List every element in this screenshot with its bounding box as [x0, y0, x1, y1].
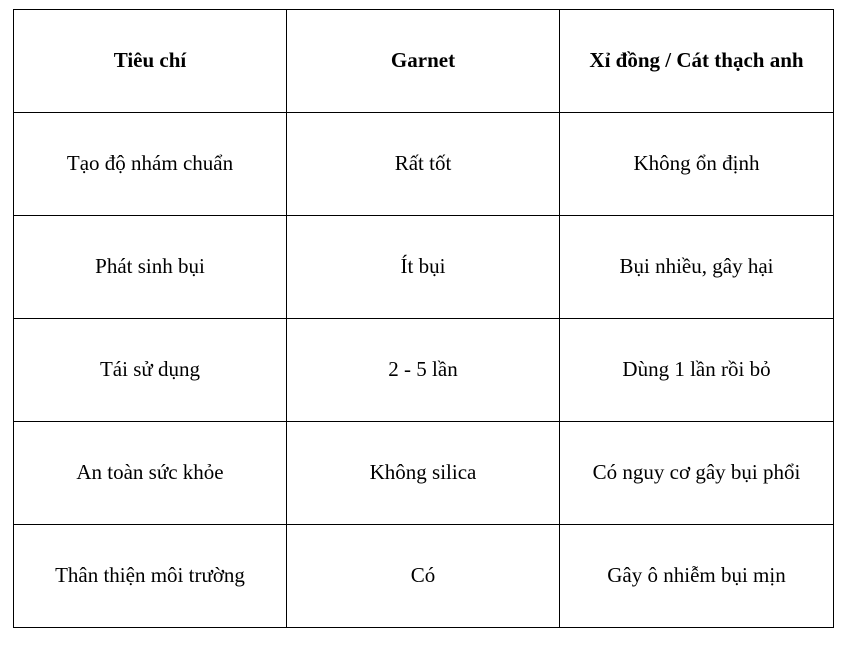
table-row: [14, 422, 834, 525]
header-garnet: Garnet: [287, 10, 560, 113]
header-alternatives: Xỉ đồng / Cát thạch anh: [560, 10, 834, 113]
table-header: [14, 10, 834, 113]
cell-garnet: Có: [287, 525, 560, 628]
cell-alternatives: Bụi nhiều, gây hại: [560, 216, 834, 319]
cell-alternatives: Có nguy cơ gây bụi phổi: [560, 422, 834, 525]
header-row: [14, 10, 834, 113]
comparison-table: [13, 9, 834, 628]
cell-garnet: Không silica: [287, 422, 560, 525]
cell-garnet: Rất tốt: [287, 113, 560, 216]
cell-criteria: An toàn sức khỏe: [14, 422, 287, 525]
cell-garnet: Ít bụi: [287, 216, 560, 319]
cell-garnet: 2 - 5 lần: [287, 319, 560, 422]
cell-alternatives: Không ổn định: [560, 113, 834, 216]
header-criteria: Tiêu chí: [14, 10, 287, 113]
cell-criteria: Thân thiện môi trường: [14, 525, 287, 628]
table-row: [14, 113, 834, 216]
table-row: [14, 525, 834, 628]
cell-alternatives: Gây ô nhiễm bụi mịn: [560, 525, 834, 628]
table-body: [14, 113, 834, 628]
table-row: [14, 319, 834, 422]
cell-criteria: Tạo độ nhám chuẩn: [14, 113, 287, 216]
table-row: [14, 216, 834, 319]
cell-criteria: Phát sinh bụi: [14, 216, 287, 319]
cell-criteria: Tái sử dụng: [14, 319, 287, 422]
cell-alternatives: Dùng 1 lần rồi bỏ: [560, 319, 834, 422]
